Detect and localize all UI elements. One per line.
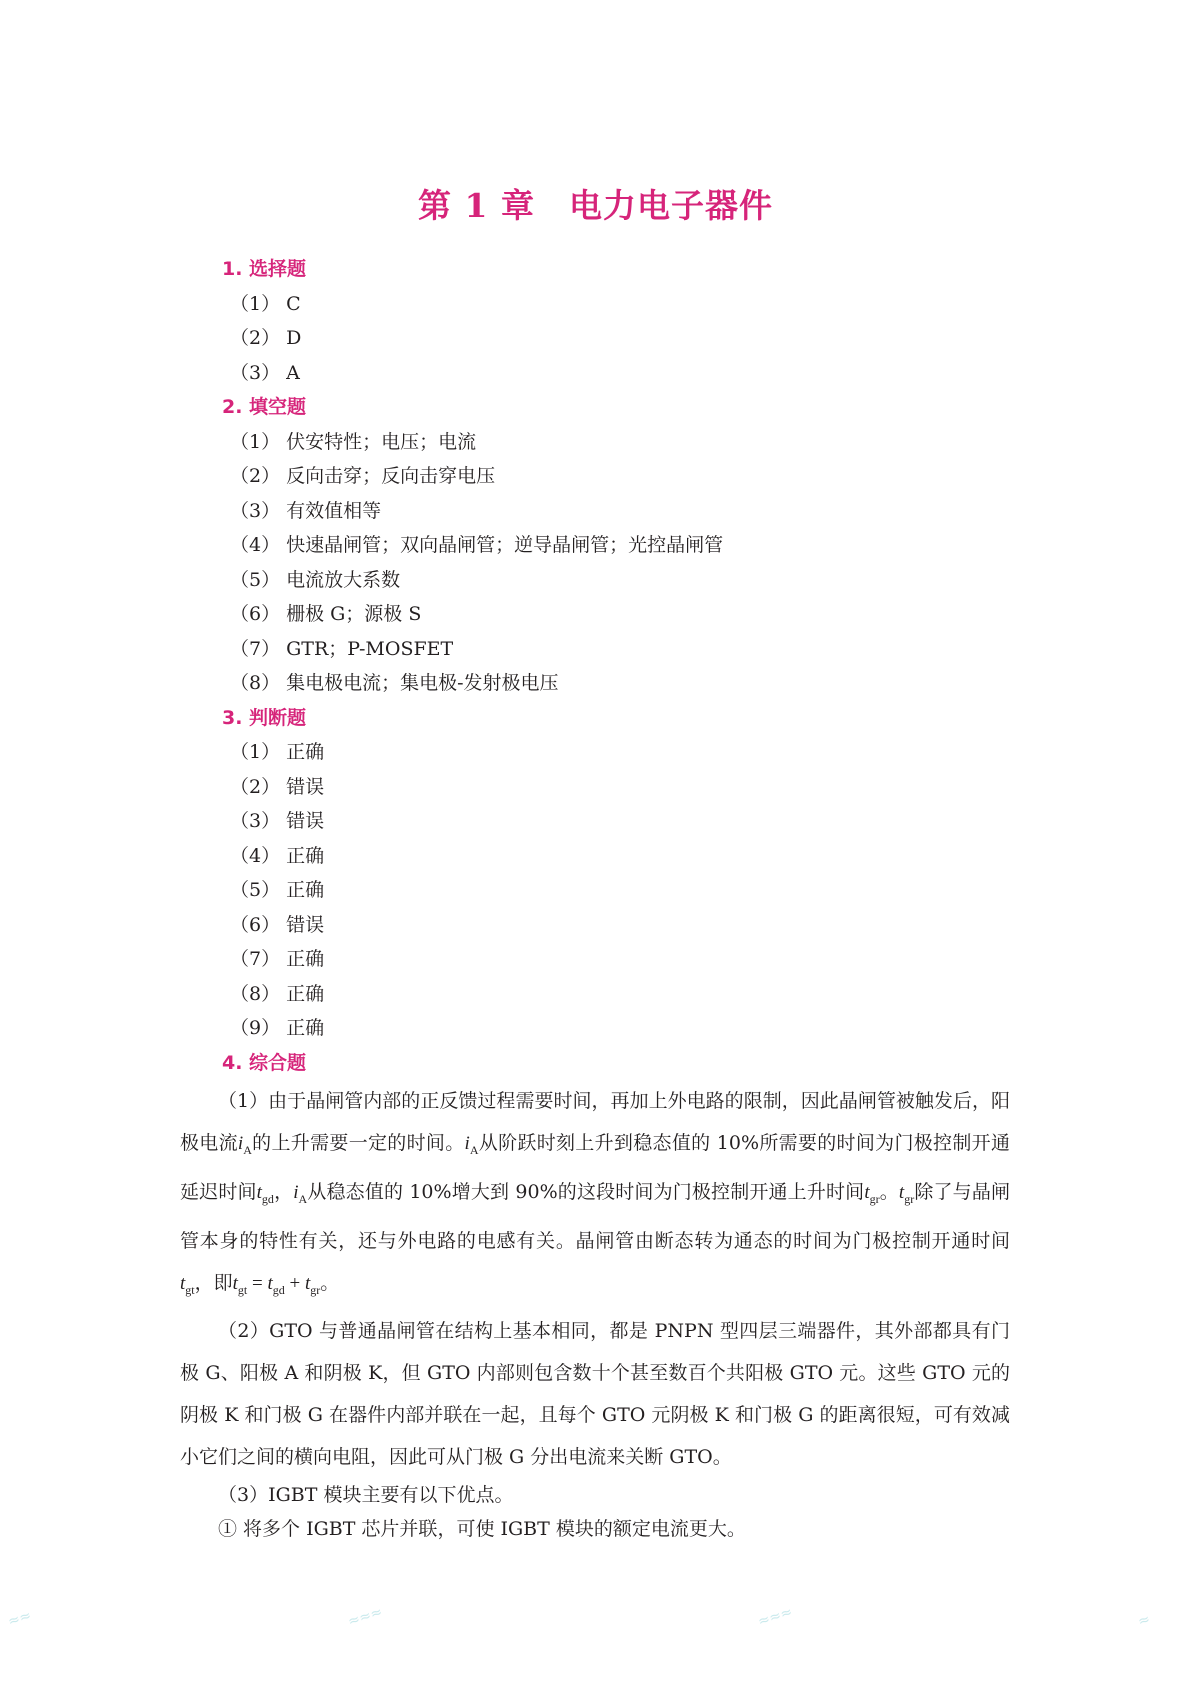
item-answer: C — [286, 292, 301, 315]
math-tgr: $t_{gr}$ — [864, 1181, 880, 1206]
math-equation: $t_{gt} = t_{gd} + t_{gr}$ — [232, 1272, 321, 1297]
item-answer: 栅极 G；源极 S — [286, 603, 422, 625]
item-number: （4） — [230, 534, 281, 556]
item-number: （3） — [230, 499, 281, 522]
item-answer: 正确 — [286, 741, 325, 763]
paragraph-text: ， — [273, 1180, 294, 1203]
item-answer: D — [286, 327, 302, 349]
watermark-logo: ≈≈≈ — [346, 1604, 385, 1631]
list-item — [180, 563, 1010, 598]
item-number: （2） — [230, 465, 281, 487]
item-answer: 错误 — [286, 913, 325, 936]
paragraph-text: 从稳态值的 10%增大到 90%的这段时间为门极控制开通上升时间 — [307, 1180, 865, 1203]
list-item — [180, 770, 1010, 805]
list-item — [180, 908, 1010, 943]
math-tgt: $t_{gt}$ — [180, 1272, 195, 1297]
item-answer: 错误 — [286, 810, 325, 832]
watermark-logo: ≈≈≈ — [756, 1604, 795, 1631]
paragraph-text: 从阶跃时刻上升到稳态值的 10%所需要的时间为门极控制开通延迟时间 — [180, 1132, 1010, 1203]
item-answer: 错误 — [286, 775, 325, 798]
item-number: （7） — [230, 637, 281, 660]
item-number: （9） — [230, 1017, 281, 1039]
paragraph-text: 的上升需要一定的时间。 — [251, 1132, 465, 1154]
list-item — [180, 287, 1010, 322]
paragraph-text: 除了与晶闸管本身的特性有关，还与外电路的电感有关。晶闸管由断态转为通态的时间为门极控制开通时间 — [180, 1180, 1010, 1252]
item-number: （2） — [230, 775, 281, 798]
math-tgr: $t_{gr}$ — [898, 1181, 915, 1206]
list-item — [180, 494, 1010, 529]
item-number: （1） — [230, 430, 281, 453]
item-answer: A — [286, 361, 300, 384]
list-item — [180, 632, 1010, 667]
list-item — [180, 839, 1010, 874]
answer-paragraph-2: （2）GTO 与普通晶闸管在结构上基本相同，都是 PNPN 型四层三端器件，其外部都具有门极 G、阳极 A 和阴极 K，但 GTO 内部则包含数十个甚至数百个共阳极 GTO 元。这些 GTO 元的阴极 K 和门极 G 在器件内部并联在一起，且每个 GTO 元阴极 K 和门极 G 的距离很短，可有效减小它们之间的横向电阻，因此可从门极 G 分出电流来关断 GTO。 — [180, 1320, 1010, 1469]
item-number: （5） — [230, 568, 281, 591]
answer-bullet-1: ① 将多个 IGBT 芯片并联，可使 IGBT 模块的额定电流更大。 — [218, 1518, 746, 1541]
list-item — [180, 459, 1010, 494]
section-heading-comprehensive: 4. 综合题 — [222, 1051, 307, 1074]
item-number: （1） — [230, 292, 281, 315]
page-title: 第 1 章 电力电子器件 — [418, 186, 773, 225]
item-number: （6） — [230, 913, 281, 936]
item-answer: 反向击穿；反向击穿电压 — [286, 465, 496, 487]
list-item — [180, 942, 1010, 977]
math-tgd: $t_{gd}$ — [256, 1181, 274, 1206]
list-item — [180, 873, 1010, 908]
list-item — [180, 597, 1010, 632]
list-item — [180, 735, 1010, 770]
math-iA: $i_A$ — [293, 1181, 308, 1206]
item-answer: 快速晶闸管；双向晶闸管；逆导晶闸管；光控晶闸管 — [286, 534, 724, 556]
item-answer: 正确 — [286, 879, 325, 901]
list-item — [180, 666, 1010, 701]
paragraph-text: （1）由于晶闸管内部的正反馈过程需要时间，再加上外电路的限制，因此晶闸管被触发后，阳极电流 — [180, 1090, 1010, 1154]
watermark-logo: ≈≈ — [6, 1607, 34, 1631]
list-item — [180, 425, 1010, 460]
paragraph-text: 。 — [879, 1180, 899, 1203]
list-item — [180, 356, 1010, 391]
item-number: （2） — [230, 327, 281, 349]
section-heading-true-false: 3. 判断题 — [222, 706, 307, 729]
item-answer: 伏安特性；电压；电流 — [286, 430, 477, 453]
item-number: （7） — [230, 948, 281, 970]
item-number: （8） — [230, 672, 281, 694]
item-number: （5） — [230, 879, 281, 901]
list-item — [180, 804, 1010, 839]
item-answer: 集电极电流；集电极-发射极电压 — [286, 672, 559, 694]
list-item — [180, 528, 1010, 563]
item-answer: 正确 — [286, 982, 325, 1005]
math-iA: $i_A$ — [237, 1133, 252, 1157]
paragraph-text: 。 — [320, 1271, 340, 1294]
answer-paragraph-3: （3）IGBT 模块主要有以下优点。 — [218, 1484, 514, 1507]
watermark-logo: ≈ — [1136, 1611, 1153, 1631]
document-body — [180, 252, 1010, 1546]
list-item — [180, 977, 1010, 1012]
item-number: （6） — [230, 603, 281, 625]
item-answer: 正确 — [286, 948, 325, 970]
math-iA: $i_A$ — [464, 1133, 479, 1157]
list-item — [180, 1011, 1010, 1046]
item-number: （4） — [230, 844, 281, 867]
item-number: （1） — [230, 741, 281, 763]
item-answer: 电流放大系数 — [286, 568, 401, 591]
item-number: （3） — [230, 361, 281, 384]
item-number: （3） — [230, 810, 281, 832]
paragraph-text: ，即 — [194, 1271, 233, 1294]
section-heading-fill-blank: 2. 填空题 — [222, 396, 307, 418]
item-number: （8） — [230, 982, 281, 1005]
section-heading-choice: 1. 选择题 — [222, 258, 307, 280]
item-answer: 正确 — [286, 1017, 325, 1039]
answer-paragraph-1 — [180, 1080, 1010, 1310]
item-answer: GTR；P-MOSFET — [286, 637, 454, 660]
item-answer: 正确 — [286, 844, 325, 867]
list-item — [180, 321, 1010, 356]
item-answer: 有效值相等 — [286, 499, 382, 522]
